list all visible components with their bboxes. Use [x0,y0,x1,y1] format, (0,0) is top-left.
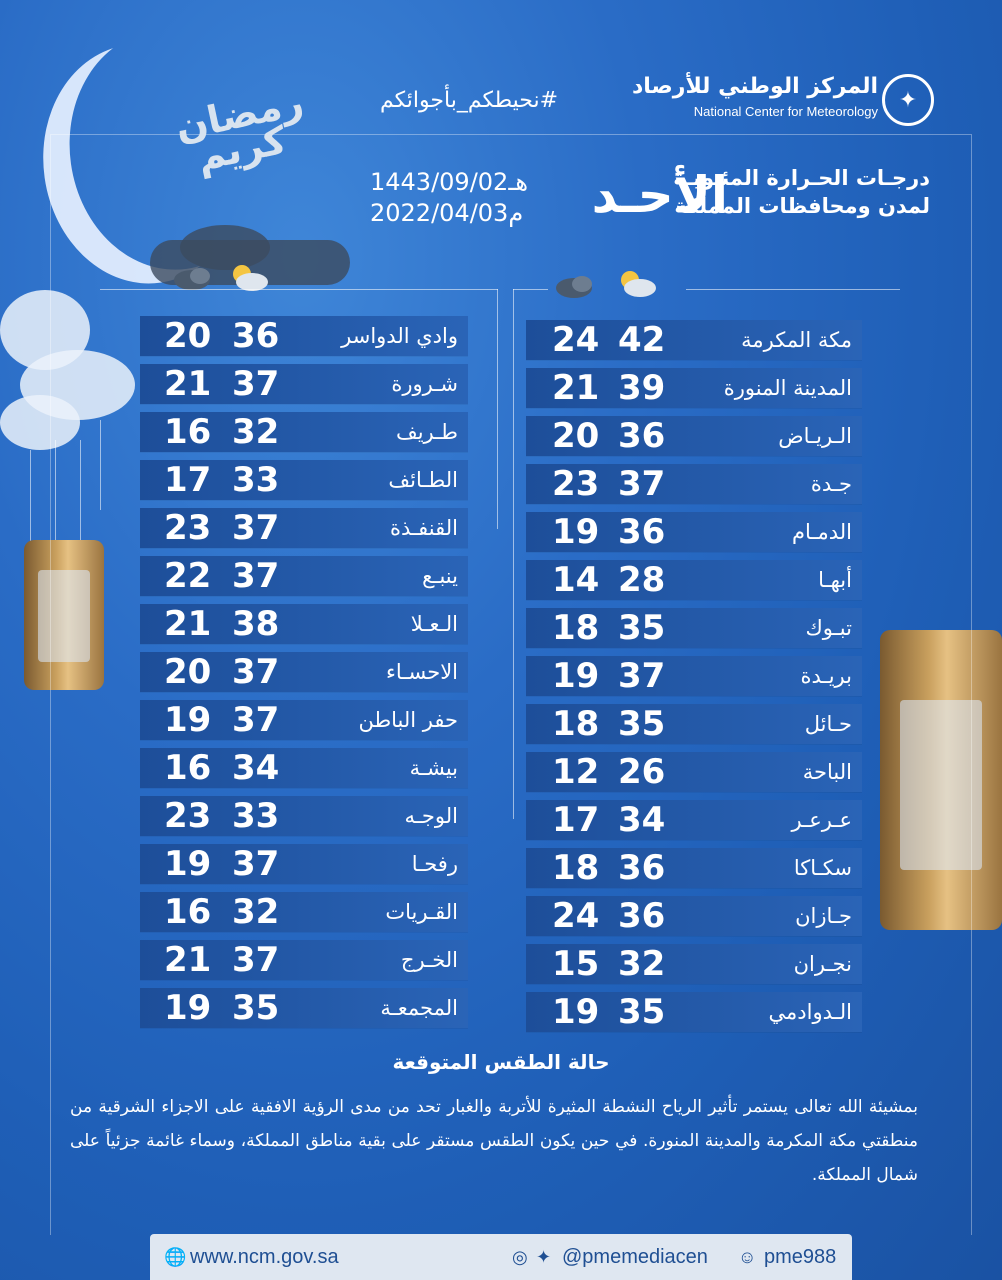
max-temp: 32 [232,412,280,452]
min-temp: 21 [552,368,600,408]
table-row [526,944,862,984]
max-temp: 37 [232,556,280,596]
table-row [140,748,468,788]
city-name: القـريات [385,900,458,924]
table-row [526,800,862,840]
left-city-table [140,316,468,1028]
city-name: القنفـذة [390,516,458,540]
city-name: الـعـلا [410,612,458,636]
gregorian-date: 2022/04/03م [370,199,524,227]
max-temp: 36 [232,316,280,356]
table-row [526,752,862,792]
max-temp: 35 [618,992,666,1032]
min-temp: 23 [164,796,212,836]
footer-bar [150,1234,852,1280]
table-row [526,320,862,360]
min-temp: 24 [552,896,600,936]
city-name: وادي الدواسر [341,324,458,348]
ncm-logo [882,74,934,126]
min-temp: 21 [164,940,212,980]
twitter-icon[interactable]: ✦ [536,1247,552,1267]
table-row [140,556,468,596]
table-row [526,992,862,1032]
max-temp: 39 [618,368,666,408]
hashtag: #نحيطكم_بأجوائكم [380,88,559,113]
table-row [140,412,468,452]
table-row [140,796,468,836]
min-temp: 20 [164,316,212,356]
min-temp: 18 [552,608,600,648]
min-temp: 19 [164,844,212,884]
city-name: الدمـام [791,520,852,544]
city-name: المجمعـة [380,996,458,1020]
city-name: بيشـة [409,756,458,780]
max-temp: 28 [618,560,666,600]
table-row [140,364,468,404]
table-row [140,316,468,356]
max-temp: 34 [232,748,280,788]
sun-cloud-icon [612,268,658,298]
min-temp: 16 [164,892,212,932]
table-row [526,704,862,744]
min-temp: 18 [552,704,600,744]
table-row [526,608,862,648]
table-row [526,368,862,408]
max-temp: 37 [232,508,280,548]
table-row [526,656,862,696]
table-row [140,700,468,740]
city-name: جـازان [795,904,852,928]
day-title: الأحـد [591,166,728,224]
max-temp: 37 [618,656,666,696]
min-temp: 19 [552,992,600,1032]
org-name-english: National Center for Meteorology [693,104,878,119]
min-temp: 22 [164,556,212,596]
city-name: سكـاكا [793,856,852,880]
subtitle-line2: لمدن ومحافظات المملكة [674,194,930,218]
city-name: عـرعـر [791,808,852,832]
max-temp: 26 [618,752,666,792]
table-bracket [513,289,548,290]
min-temp: 12 [552,752,600,792]
table-row [140,508,468,548]
min-temp: 19 [164,988,212,1028]
subtitle-line1: درجـات الحـرارة المئـويـة [673,166,930,190]
max-temp: 34 [618,800,666,840]
city-name: الطـائف [388,468,458,492]
snapchat-handle[interactable]: pme988 [764,1246,837,1268]
min-temp: 14 [552,560,600,600]
max-temp: 36 [618,416,666,456]
table-row [526,512,862,552]
min-temp: 19 [164,700,212,740]
social-handle[interactable]: @pmemediacen [562,1246,708,1268]
min-temp: 24 [552,320,600,360]
table-row [140,892,468,932]
table-row [140,604,468,644]
max-temp: 37 [232,700,280,740]
city-name: الباحة [802,760,852,784]
max-temp: 37 [232,364,280,404]
max-temp: 36 [618,848,666,888]
city-name: الـريـاض [778,424,852,448]
table-row [140,940,468,980]
city-name: شـرورة [391,372,458,396]
min-temp: 23 [552,464,600,504]
max-temp: 35 [618,704,666,744]
max-temp: 36 [618,896,666,936]
max-temp: 36 [618,512,666,552]
min-temp: 20 [164,652,212,692]
max-temp: 37 [232,940,280,980]
max-temp: 42 [618,320,666,360]
website-link[interactable]: www.ncm.gov.sa [190,1246,339,1268]
min-temp: 17 [552,800,600,840]
hijri-date: 1443/09/02هـ [370,168,529,196]
table-row [140,844,468,884]
city-name: ينبـع [422,564,458,588]
city-name: الخـرج [400,948,458,972]
table-row [140,652,468,692]
city-name: المدينة المنورة [723,376,852,400]
max-temp: 37 [232,844,280,884]
max-temp: 35 [232,988,280,1028]
table-row [526,464,862,504]
org-name-arabic: المركز الوطني للأرصاد [631,74,878,99]
table-bracket [686,289,900,290]
min-temp: 15 [552,944,600,984]
forecast-title: حالة الطقس المتوقعة [392,1050,610,1074]
instagram-icon[interactable]: ◎ [512,1247,528,1267]
cloud-moon-icon [170,262,216,292]
table-bracket [100,289,498,290]
table-row [526,848,862,888]
max-temp: 35 [618,608,666,648]
snapchat-icon[interactable]: ☺ [738,1247,757,1267]
max-temp: 33 [232,460,280,500]
min-temp: 16 [164,412,212,452]
cloud-moon-icon [552,270,598,300]
max-temp: 32 [232,892,280,932]
max-temp: 37 [618,464,666,504]
ramadan-calligraphy: رمضان كريم [171,79,308,180]
max-temp: 37 [232,652,280,692]
min-temp: 16 [164,748,212,788]
city-name: مكة المكرمة [741,328,852,352]
city-name: تبـوك [805,616,852,640]
city-name: الاحسـاء [386,660,458,684]
min-temp: 18 [552,848,600,888]
city-name: بريـدة [800,664,852,688]
min-temp: 21 [164,604,212,644]
right-city-table [526,320,862,1032]
city-name: الوجـه [404,804,458,828]
min-temp: 19 [552,656,600,696]
max-temp: 32 [618,944,666,984]
globe-icon: 🌐 [164,1247,187,1267]
city-name: الـدوادمي [768,1000,852,1024]
table-row [526,896,862,936]
min-temp: 23 [164,508,212,548]
city-name: حفر الباطن [358,708,458,732]
table-bracket [513,289,514,819]
table-row [140,988,468,1028]
max-temp: 38 [232,604,280,644]
table-row [526,560,862,600]
table-bracket [497,289,498,529]
min-temp: 17 [164,460,212,500]
min-temp: 21 [164,364,212,404]
max-temp: 33 [232,796,280,836]
sun-cloud-icon [224,262,270,292]
table-row [140,460,468,500]
table-row [526,416,862,456]
city-name: نجـران [793,952,852,976]
city-name: رفحـا [411,852,458,876]
city-name: حـائل [804,712,852,736]
min-temp: 19 [552,512,600,552]
city-name: طـريف [395,420,458,444]
forecast-text: بمشيئة الله تعالى يستمر تأثير الرياح النشطة المثيرة للأتربة والغبار تحد من مدى الرؤية الافقية على الاجزاء الشرقية من منطقتي مكة المكرمة والمدينة المنورة. في حين يكون الطقس مستقر على بقية مناطق المملكة، وسماء غائمة جزئياً على شمال المملكة. [70,1097,918,1185]
city-name: أبهـا [818,568,852,592]
min-temp: 20 [552,416,600,456]
palm-swords-icon: ✦ [898,87,918,113]
city-name: جـدة [810,472,852,496]
